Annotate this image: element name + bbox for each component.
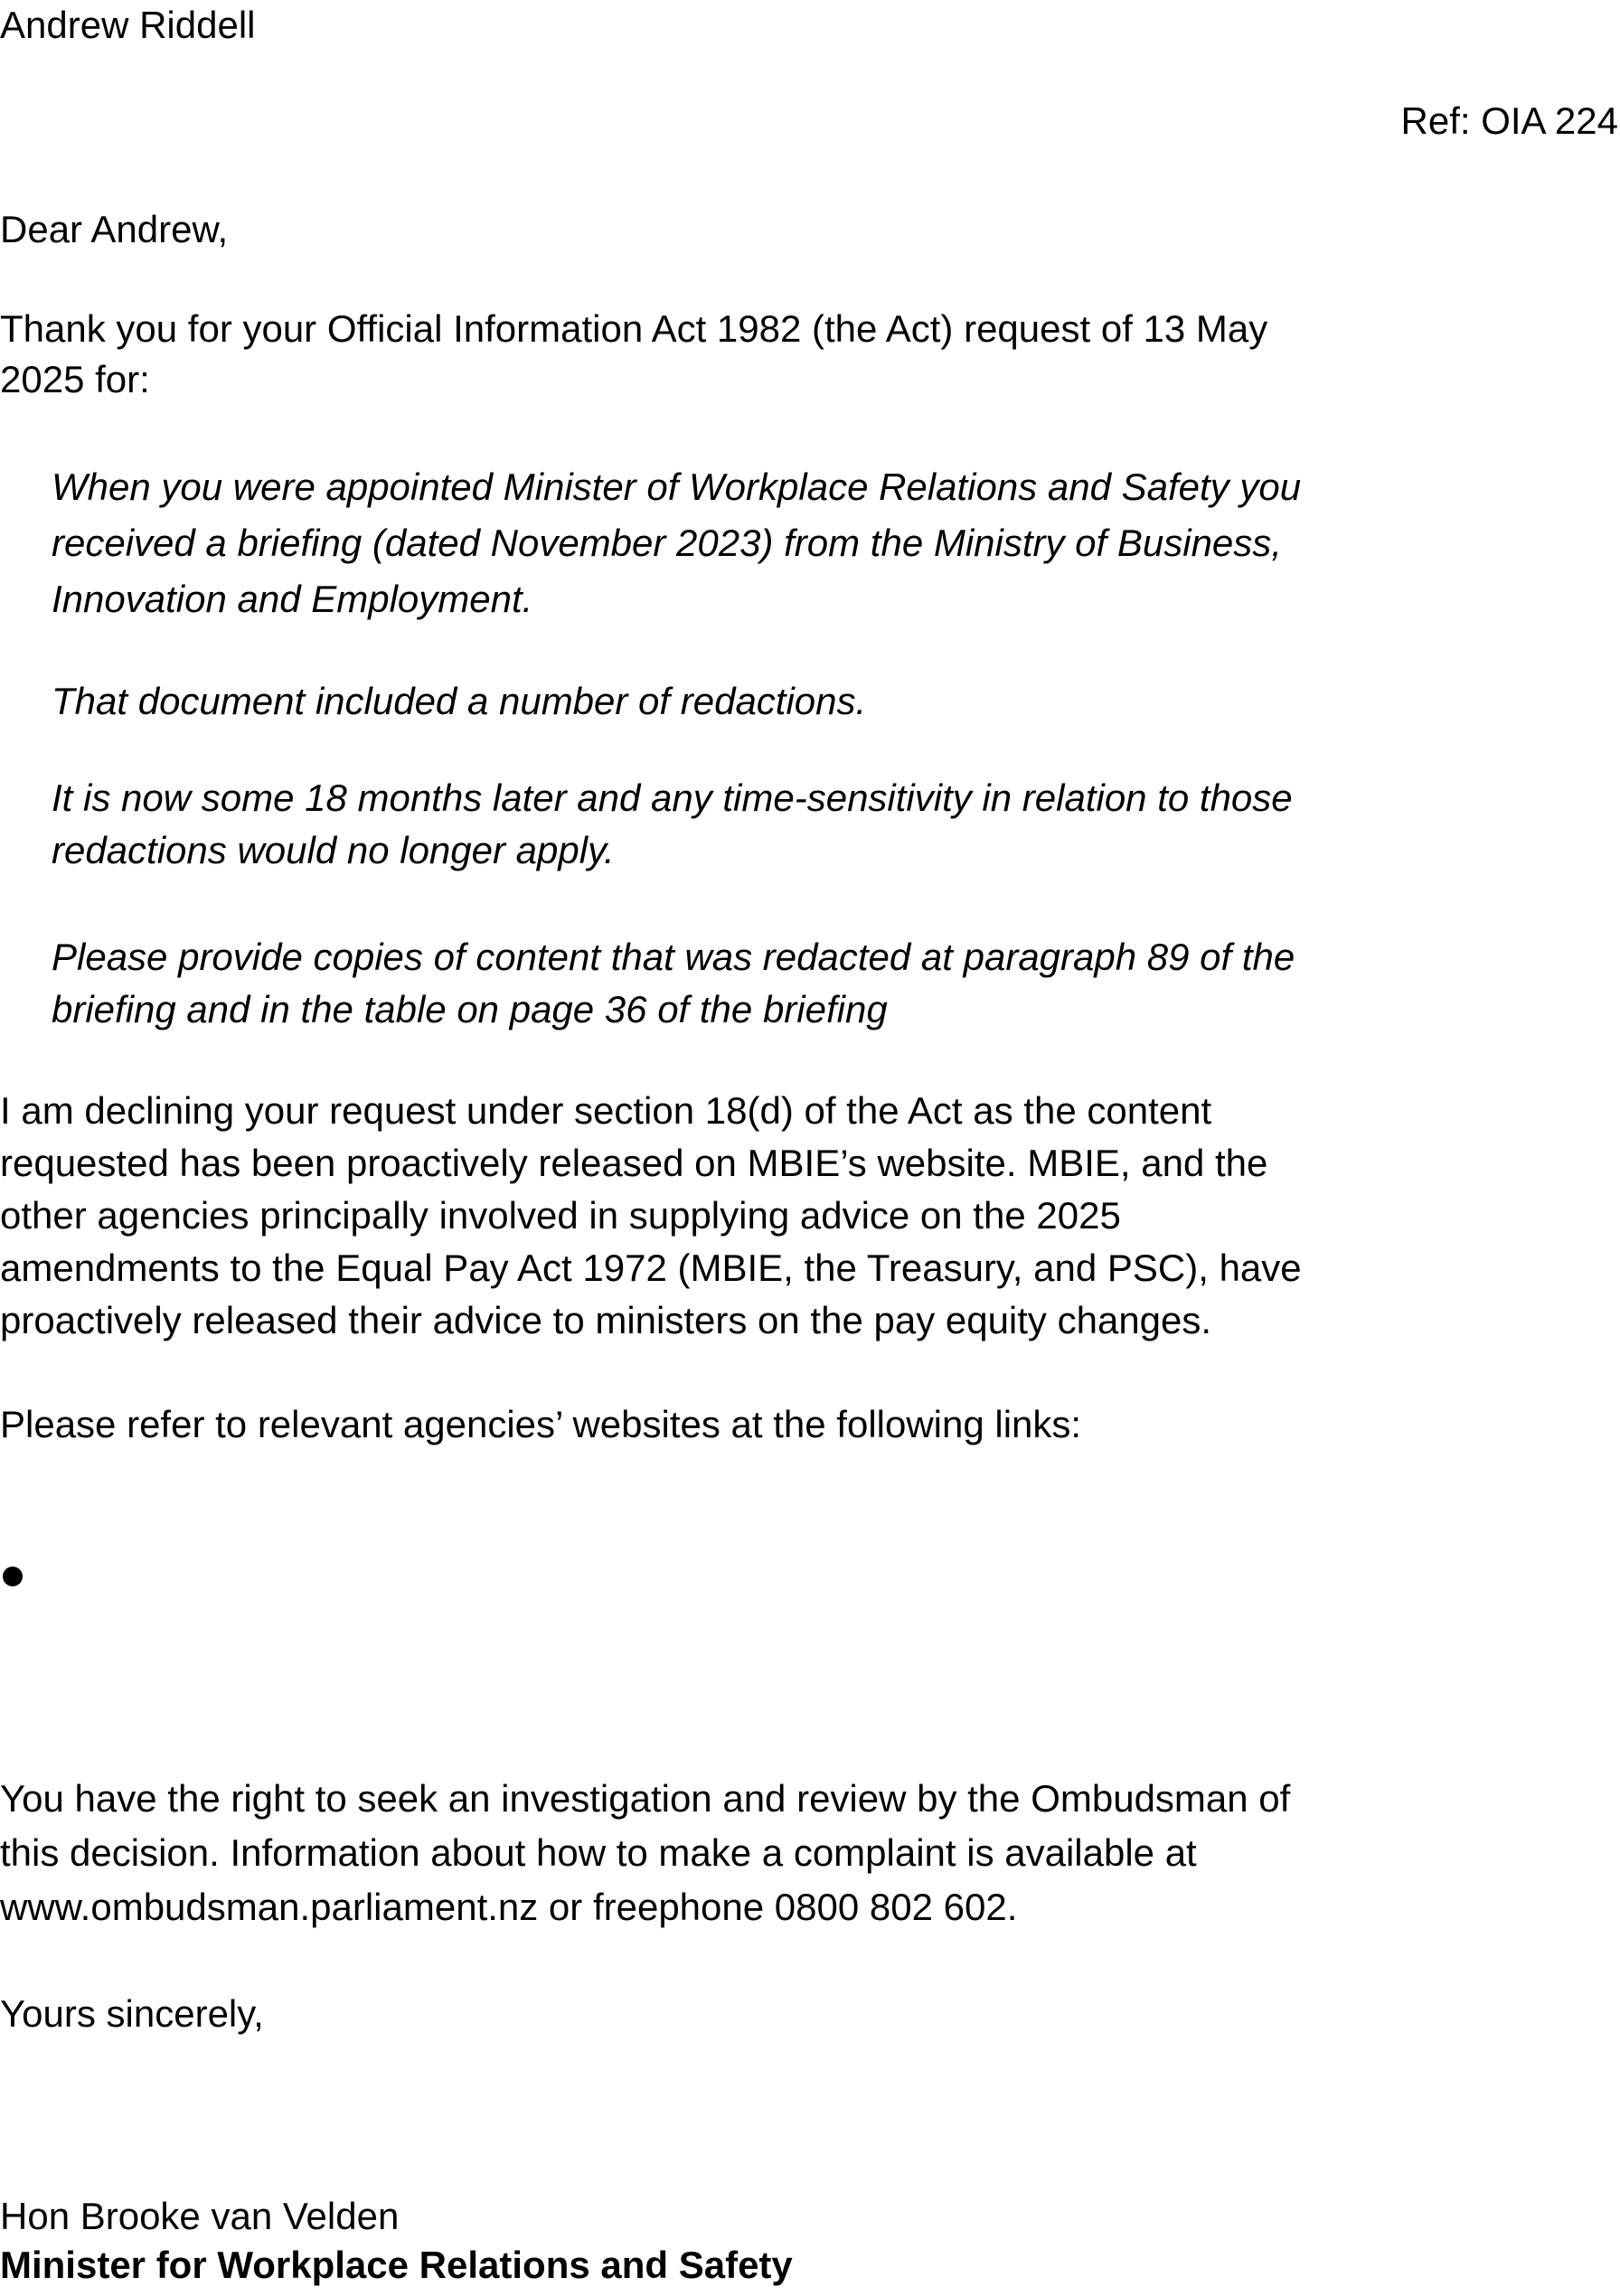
recipient-name: Andrew Riddell: [0, 4, 256, 46]
intro-line: Thank you for your Official Information Act 1982 (the Act) request of 13 May: [0, 307, 1268, 350]
links-intro: Please refer to relevant agencies’ websites at the following links:: [0, 1403, 1082, 1445]
decision-line: other agencies principally involved in supplying advice on the 2025: [0, 1194, 1121, 1237]
request-quote-paragraph: [52, 459, 1588, 627]
reference-number: Ref: OIA 224: [1400, 99, 1618, 142]
quote-line: When you were appointed Minister of Workplace Relations and Safety you: [52, 466, 1302, 508]
quote-line: briefing and in the table on page 36 of the briefing: [52, 988, 888, 1030]
ombudsman-line: www.ombudsman.parliament.nz or freephone 0800 802 602.: [0, 1886, 1018, 1928]
ombudsman-paragraph: [0, 1772, 1290, 1934]
request-quote-paragraph: [52, 676, 1588, 727]
salutation: Dear Andrew,: [0, 208, 229, 250]
intro-paragraph: [0, 304, 1267, 405]
quote-line: received a briefing (dated November 2023) from the Ministry of Business,: [52, 522, 1282, 564]
decision-paragraph: [0, 1085, 1302, 1347]
request-quote-paragraph: [52, 931, 1588, 1036]
quote-line: Innovation and Employment.: [52, 578, 533, 620]
signatory-title: Minister for Workplace Relations and Safety: [0, 2244, 793, 2286]
decision-line: amendments to the Equal Pay Act 1972 (MBIE, the Treasury, and PSC), have: [0, 1247, 1302, 1289]
intro-line: 2025 for:: [0, 358, 150, 400]
decision-line: proactively released their advice to ministers on the pay equity changes.: [0, 1299, 1212, 1341]
signatory-name: Hon Brooke van Velden: [0, 2195, 400, 2237]
quote-line: It is now some 18 months later and any time-sensitivity in relation to those: [52, 776, 1293, 819]
closing: Yours sincerely,: [0, 1992, 264, 2035]
quote-line: Please provide copies of content that was redacted at paragraph 89 of the: [52, 936, 1295, 978]
ombudsman-line: You have the right to seek an investigation and review by the Ombudsman of: [0, 1777, 1291, 1820]
ombudsman-line: this decision. Information about how to make a complaint is available at: [0, 1831, 1197, 1874]
request-quote-paragraph: [52, 772, 1588, 877]
decision-line: I am declining your request under section 18(d) of the Act as the content: [0, 1089, 1212, 1132]
decision-line: requested has been proactively released on MBIE’s website. MBIE, and the: [0, 1142, 1268, 1184]
quote-line: redactions would no longer apply.: [52, 829, 615, 871]
quote-line: That document included a number of redactions.: [52, 680, 867, 722]
link-list-bullet: [3, 1567, 23, 1586]
